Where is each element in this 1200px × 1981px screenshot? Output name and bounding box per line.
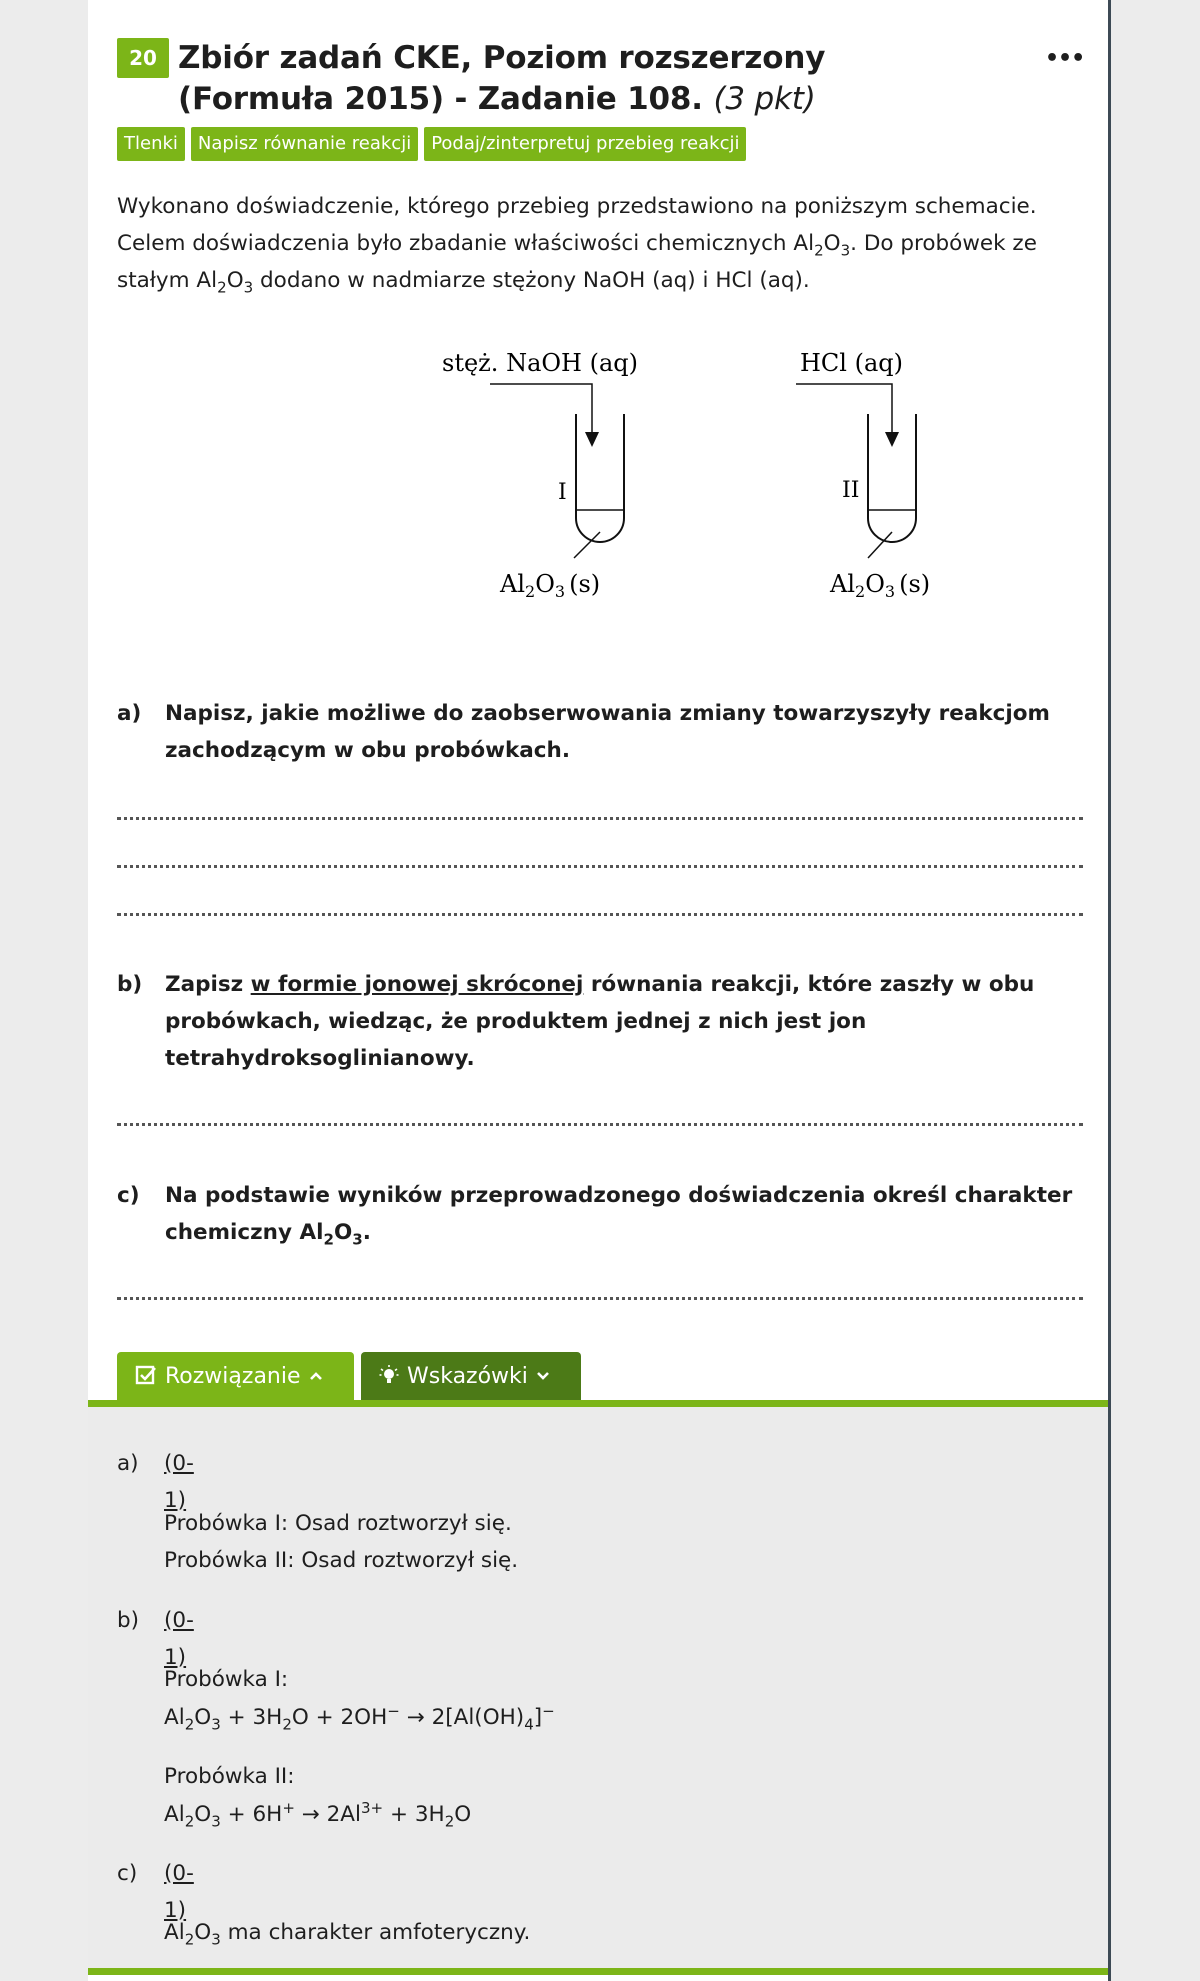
arrow-head-1 [585, 432, 599, 447]
question-b-label: b) [117, 972, 143, 997]
tube-2-solid-label [829, 570, 930, 601]
intro-line-3b: dodano w nadmiarze stężony NaOH (aq) i HCl (aq). [253, 268, 810, 293]
tag-napisz-rownanie[interactable]: Napisz równanie reakcji [191, 127, 418, 161]
task-card [88, 0, 1111, 1981]
question-a-label: a) [117, 701, 142, 726]
tube-1-label: I [558, 480, 567, 505]
sub: 3 [211, 1715, 221, 1734]
hints-button-label: Wskazówki [407, 1363, 528, 1389]
question-b [117, 966, 1077, 1077]
chem: O [194, 1705, 212, 1730]
solution-a-line-1: Probówka I: Osad roztworzył się. [164, 1511, 512, 1536]
solid-al: Al [500, 570, 526, 598]
task-number-badge: 20 [117, 38, 169, 78]
arrow-head-2 [885, 432, 899, 447]
solid-o: O [535, 570, 555, 598]
question-a [117, 695, 1077, 769]
chem: + 3H [383, 1802, 445, 1827]
reagent-naoh-label: stęż. NaOH (aq) [442, 349, 639, 377]
question-c-end: . [362, 1220, 371, 1245]
solution-b-tube-2: Probówka II: [164, 1764, 295, 1789]
task-intro: Wykonano doświadczenie, którego przebieg przedstawiono na poniższym schemacie. Celem doświadczenia było zbadanie właściwości chemicznych $Al_2O_3$. Do probówek ze stałym $Al_2O_3$ dodano w nadmiarze stężony NaOH (aq) i HCl (aq). [117, 194, 1037, 297]
solid-o: O [865, 570, 885, 598]
answer-line-a2[interactable] [117, 865, 1083, 868]
pointer-line-1 [574, 532, 600, 558]
solid-sub: 2 [525, 582, 536, 601]
question-b-post: równania reakcji, które zaszły w obu probówkach, wiedząc, że produktem jednej z nich jest jon tetrahydroksoglinianowy. [165, 972, 1035, 1071]
question-a-text: Napisz, jakie możliwe do zaobserwowania zmiany towarzyszyły reakcjom zachodzącym w obu probówkach. [165, 701, 1050, 763]
sub: 3 [243, 278, 254, 297]
sup: − [387, 1701, 400, 1720]
chevron-down-icon [536, 1371, 550, 1381]
sub: 2 [184, 1715, 195, 1734]
question-b-emphasis: w formie jonowej skróconej [250, 972, 584, 997]
solution-a-points[interactable]: (0-1) [164, 1451, 194, 1513]
hints-button[interactable] [361, 1352, 581, 1400]
solution-b-equation-1 [164, 1699, 555, 1736]
sub: 3 [211, 1930, 221, 1949]
answer-line-c1[interactable] [117, 1297, 1083, 1300]
chem: 2[Al(OH) [431, 1705, 525, 1730]
intro-line-3a: stałym Al [117, 268, 218, 293]
chem: Al [164, 1705, 185, 1730]
solution-a-label: a) [117, 1451, 139, 1476]
sub: 2 [184, 1812, 195, 1831]
chem: O [194, 1802, 212, 1827]
task-points: (3 pkt) [713, 81, 816, 117]
checkbox-icon [135, 1365, 157, 1387]
sub: 2 [444, 1812, 455, 1831]
tag-podaj-przebieg[interactable]: Podaj/zinterpretuj przebieg reakcji [424, 127, 746, 161]
chem: 2Al [326, 1802, 361, 1827]
intro-line-2b: . Do probówek ze [850, 231, 1037, 256]
pointer-line-2 [868, 532, 892, 558]
sub: 2 [184, 1930, 195, 1949]
reaction-arrow: → [399, 1705, 432, 1730]
task-title [178, 38, 978, 120]
solution-panel [88, 1400, 1108, 1975]
pipe-line-2 [796, 384, 892, 440]
sup: + [282, 1798, 295, 1817]
intro-line-1: Wykonano doświadczenie, którego przebieg przedstawiono na poniższym schemacie. [117, 194, 1037, 219]
sub: 2 [282, 1715, 292, 1734]
sub: 2 [814, 241, 824, 260]
chem: O + 2OH [291, 1705, 388, 1730]
tag-list [117, 127, 746, 161]
solid-al: Al [830, 570, 856, 598]
solution-c-body: ma charakter amfoteryczny. [220, 1920, 531, 1945]
tube-2-label: II [842, 478, 860, 503]
chem: O [454, 1802, 472, 1827]
sup: 3+ [360, 1798, 384, 1817]
solid-sub: 3 [884, 582, 896, 601]
chem: ] [533, 1705, 543, 1730]
solution-button-label: Rozwiązanie [165, 1363, 301, 1389]
chem: + 3H [220, 1705, 283, 1730]
sub: 2 [217, 278, 227, 297]
answer-line-a3[interactable] [117, 913, 1083, 916]
chem: + 6H [220, 1802, 283, 1827]
solution-b-label: b) [117, 1608, 140, 1633]
answer-line-b1[interactable] [117, 1123, 1083, 1126]
more-options-icon[interactable]: ••• [1045, 46, 1085, 71]
sub: 2 [323, 1230, 334, 1249]
question-c [117, 1177, 1077, 1251]
sup: − [542, 1701, 555, 1720]
solution-b-tube-1: Probówka I: [164, 1667, 289, 1692]
solution-button[interactable] [117, 1352, 354, 1400]
lightbulb-icon [379, 1365, 399, 1387]
answer-line-a1[interactable] [117, 817, 1083, 820]
chem: O [194, 1920, 212, 1945]
sub: 3 [840, 241, 851, 260]
reaction-arrow: → [294, 1802, 327, 1827]
question-c-text: Na podstawie wyników przeprowadzonego doświadczenia określ charakter chemiczny $Al_2O_3$. [165, 1183, 1073, 1249]
solution-b-points[interactable]: (0-1) [164, 1608, 194, 1670]
tag-tlenki[interactable]: Tlenki [117, 127, 185, 161]
task-title-text: Zbiór zadań CKE, Poziom rozszerzony (Formuła 2015) - Zadanie 108. [178, 40, 826, 117]
tube-1-solid-label [499, 570, 600, 601]
sub: 3 [352, 1230, 363, 1249]
chem: Al [164, 1920, 185, 1945]
question-c-body: Na podstawie wyników przeprowadzonego doświadczenia określ charakter chemiczny Al [165, 1183, 1073, 1245]
question-c-label: c) [117, 1183, 140, 1208]
question-b-text [165, 966, 1077, 1077]
solid-sub: 3 [554, 582, 566, 601]
test-tube-1 [576, 414, 624, 542]
chem: Al [164, 1802, 185, 1827]
sub: 3 [211, 1812, 221, 1831]
sub: 4 [524, 1715, 534, 1734]
solution-a-line-2: Probówka II: Osad roztworzył się. [164, 1548, 519, 1573]
solution-b-equation-2 [164, 1796, 471, 1833]
question-b-pre: Zapisz [165, 972, 251, 997]
solid-state: (s) [899, 570, 931, 598]
solution-c-label: c) [117, 1861, 138, 1886]
intro-line-2a: Celem doświadczenia było zbadanie właściwości chemicznych Al [117, 231, 815, 256]
reagent-hcl-label: HCl (aq) [800, 349, 903, 377]
solution-c-points[interactable]: (0-1) [164, 1861, 194, 1923]
solid-state: (s) [569, 570, 601, 598]
experiment-diagram [418, 342, 938, 612]
solution-c-text [164, 1914, 530, 1951]
solid-sub: 2 [855, 582, 866, 601]
chevron-up-icon [309, 1371, 323, 1381]
